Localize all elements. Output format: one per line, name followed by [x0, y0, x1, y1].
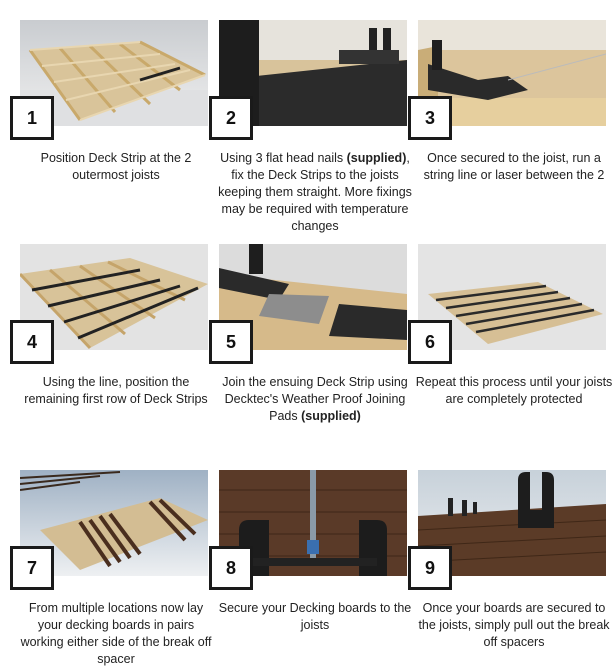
step-1-caption: Position Deck Strip at the 2 outermost joists	[40, 151, 192, 182]
step-1-number: 1	[10, 96, 54, 140]
step-2-number: 2	[209, 96, 253, 140]
step-7-caption: From multiple locations now lay your decking boards in pairs working either side of the break off spacer	[20, 601, 212, 666]
step-6-number: 6	[408, 320, 452, 364]
step-9-caption: Once your boards are secured to the joists, simply pull out the break off spacers	[418, 601, 610, 649]
step-9-number: 9	[408, 546, 452, 590]
step-8-caption: Secure your Decking boards to the joists	[218, 601, 412, 632]
step-5-number: 5	[209, 320, 253, 364]
supplied-label: (supplied)	[346, 151, 407, 165]
step-5-caption-pre: Join the ensuing Deck Strip using Decktec's Weather Proof Joining Pads	[222, 375, 408, 423]
step-3-number: 3	[408, 96, 452, 140]
step-3-caption: Once secured to the joist, run a string line or laser between the 2	[423, 151, 605, 182]
step-4-number: 4	[10, 320, 54, 364]
step-4-caption: Using the line, position the remaining first row of Deck Strips	[24, 375, 208, 406]
step-2-caption	[215, 150, 415, 235]
step-5-caption	[215, 374, 415, 425]
step-6-caption: Repeat this process until your joists are completely protected	[415, 375, 613, 406]
step-8-number: 8	[209, 546, 253, 590]
step-2-caption-pre: Using 3 flat head nails	[220, 151, 344, 165]
step-7-number: 7	[10, 546, 54, 590]
supplied-label: (supplied)	[301, 409, 361, 423]
step-2-caption-post: , fix the Deck Strips to the joists keeping them straight. More fixings may be required with temperature changes	[218, 151, 412, 233]
